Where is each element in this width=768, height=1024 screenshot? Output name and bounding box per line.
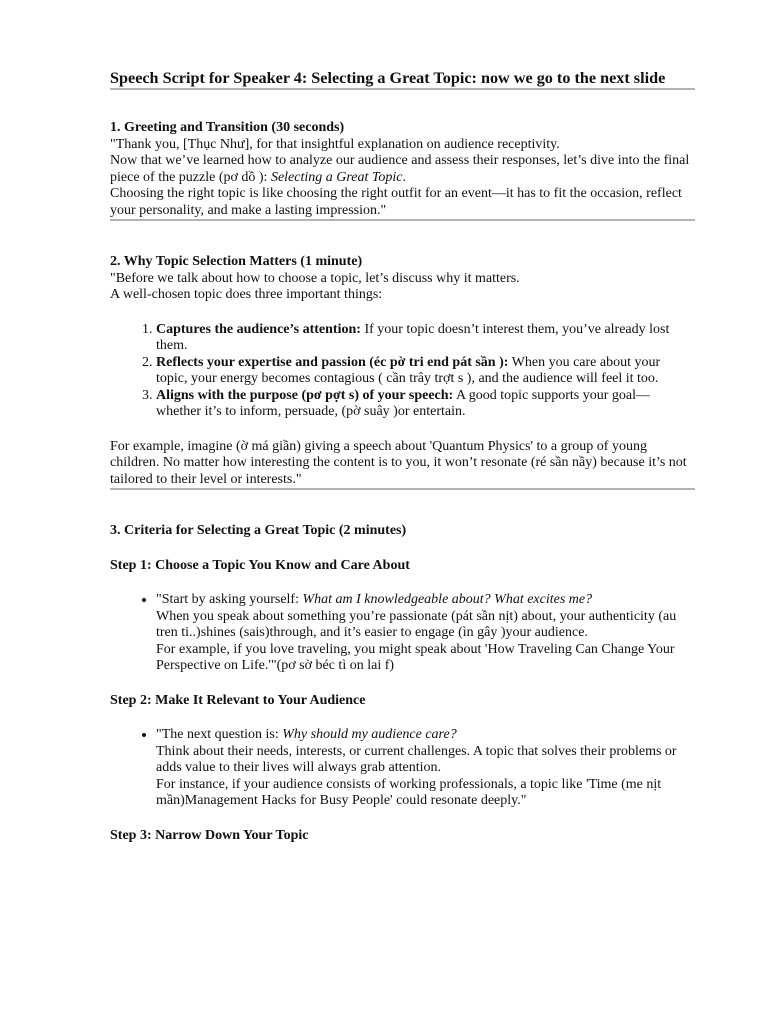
divider xyxy=(110,219,695,221)
paragraph: Choosing the right topic is like choosing the right outfit for an event—it has to fit the occasion, reflect your personality, and make a lasting impression." xyxy=(110,186,682,218)
divider xyxy=(110,488,695,490)
list-item: 2. Reflects your expertise and passion (éc pờ tri end pát sần ): When you care about your topic, your energy becomes contagious ( cần trây trợt s ), and the audience will feel it too. xyxy=(156,355,695,388)
document-body xyxy=(110,68,695,844)
paragraph: "Thank you, [Thục Như], for that insightful explanation on audience receptivity. xyxy=(110,136,560,152)
step-heading: Step 3: Narrow Down Your Topic xyxy=(110,827,309,843)
paragraph: For example, imagine (ờ má giần) giving a speech about 'Quantum Physics' to a group of young children. No matter how interesting the content is to you, it won’t resonate (ré sần nầy) because it’s not tailored to their level or interests." xyxy=(110,438,687,487)
paragraph: Now that we’ve learned how to analyze our audience and assess their responses, let’s dive into the final piece of the puzzle (pơ dồ ): Selecting a Great Topic. xyxy=(110,153,690,185)
section-why-topic xyxy=(110,254,695,488)
numbered-list xyxy=(110,322,695,421)
list-item: 1. Captures the audience’s attention: If your topic doesn’t interest them, you’ve already lost them. xyxy=(156,322,695,355)
section-greeting xyxy=(110,120,695,219)
page-title: Speech Script for Speaker 4: Selecting a Great Topic: now we go to the next slide xyxy=(110,69,666,87)
section-heading: 2. Why Topic Selection Matters (1 minute) xyxy=(110,254,363,269)
list-item: • "Start by asking yourself: What am I knowledgeable about? What excites me? When you speak about something you’re passionate (pát sần nịt) about, your authenticity (au tren ti..)shines (sais)through, and it’s easier to engage (ìn gây )your audience. For example, if you love traveling, you might speak about 'How Traveling Can Change Your Perspective on Life.'"(pơ sờ béc tì on lai f) xyxy=(156,592,695,675)
paragraph: "Before we talk about how to choose a topic, let’s discuss why it matters. xyxy=(110,270,520,286)
step-heading: Step 2: Make It Relevant to Your Audience xyxy=(110,692,366,708)
paragraph: A well-chosen topic does three important things: xyxy=(110,287,383,302)
section-heading: 3. Criteria for Selecting a Great Topic (2 minutes) xyxy=(110,523,407,538)
bullet-list xyxy=(110,727,695,810)
section-heading: 1. Greeting and Transition (30 seconds) xyxy=(110,120,345,135)
list-item: • "The next question is: Why should my audience care? Think about their needs, interests, or current challenges. A topic that solves their problems or adds value to their lives will always grab attention. For instance, if your audience consists of working professionals, a topic like 'Time (me nịt mần)Management Hacks for Busy People' could resonate deeply." xyxy=(156,727,695,810)
bullet-list xyxy=(110,592,695,675)
section-criteria xyxy=(110,523,695,844)
list-item: 3. Aligns with the purpose (pơ pợt s) of your speech: A good topic supports your goal—whether it’s to inform, persuade, (pờ suây )or entertain. xyxy=(156,388,695,421)
step-heading: Step 1: Choose a Topic You Know and Care About xyxy=(110,557,410,573)
divider xyxy=(110,88,695,90)
